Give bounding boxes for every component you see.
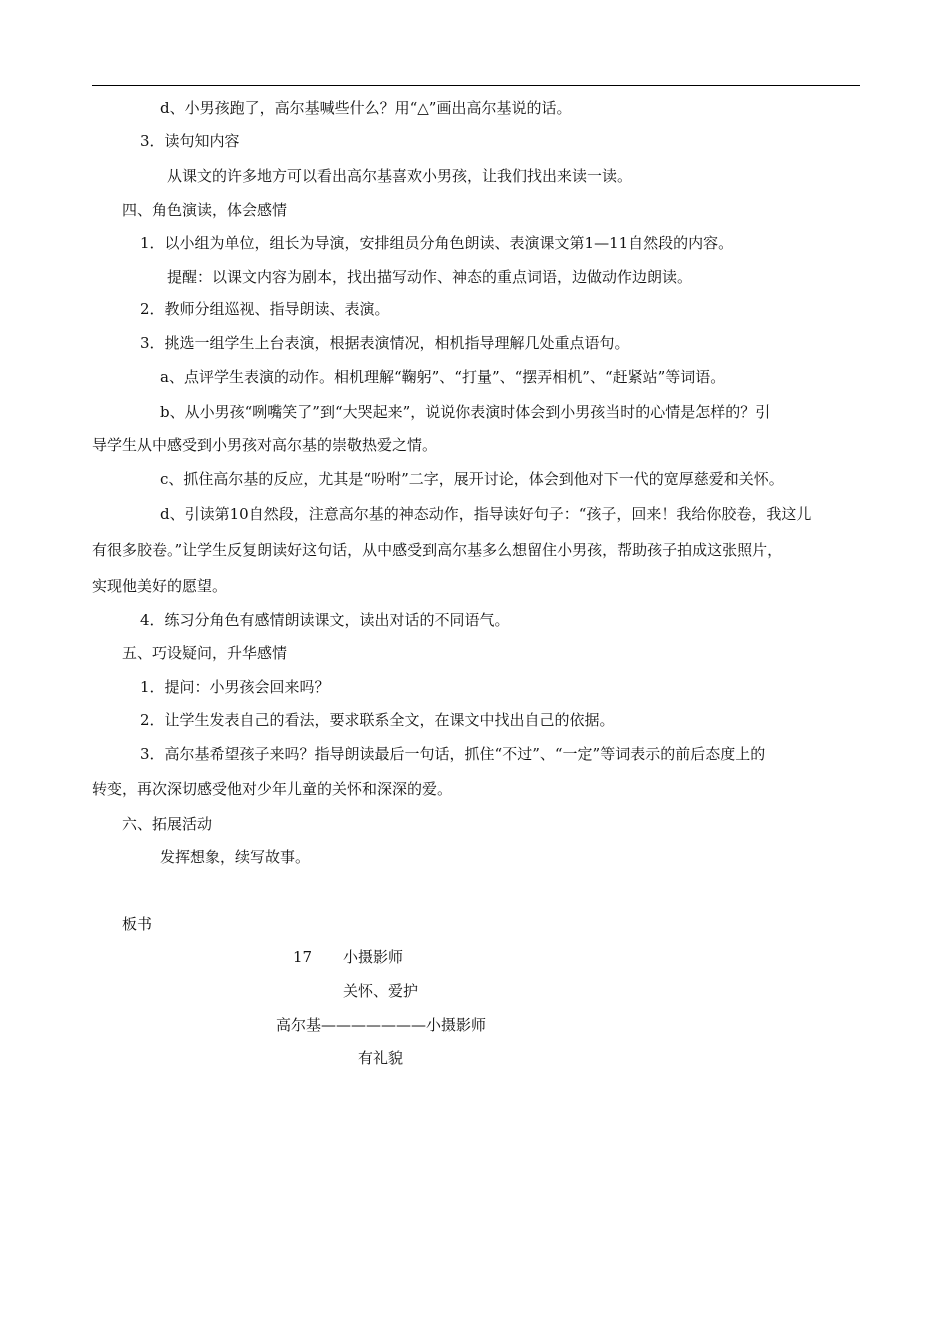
board-upper-label: 关怀、爱护 [343,982,419,1000]
text-line: 2．教师分组巡视、指导朗读、表演。 [140,300,390,318]
text-line: 1．以小组为单位，组长为导演，安排组员分角色朗读、表演课文第1—11自然段的内容。 [140,234,734,252]
lesson-number: 17 [293,948,313,966]
text-line: c、抓住高尔基的反应，尤其是“吩咐”二字，展开讨论，体会到他对下一代的宽厚慈爱和关怀。 [160,470,784,488]
text-line: 发挥想象，续写故事。 [160,848,311,866]
text-line: 3．挑选一组学生上台表演，根据表演情况，相机指导理解几处重点语句。 [140,334,630,352]
text-line: 实现他美好的愿望。 [92,577,228,595]
section-heading: 六、拓展活动 [122,815,213,833]
header-rule [92,85,860,86]
section-heading: 五、巧设疑问，升华感情 [122,644,288,662]
text-line: 3．高尔基希望孩子来吗？指导朗读最后一句话，抓住“不过”、“一定”等词表示的前后态度上的 [140,745,766,763]
text-line: d、引读第10自然段，注意高尔基的神态动作，指导读好句子：“孩子，回来！我给你胶卷，我这儿 [160,505,812,523]
text-line: 1．提问：小男孩会回来吗？ [140,678,330,696]
text-line: 有很多胶卷。”让学生反复朗读好这句话，从中感受到高尔基多么想留住小男孩，帮助孩子拍成这张照片， [92,541,783,559]
text-line: b、从小男孩“咧嘴笑了”到“大哭起来”，说说你表演时体会到小男孩当时的心情是怎样的？引 [160,403,771,421]
lesson-title: 小摄影师 [343,948,404,966]
text-line: 导学生从中感受到小男孩对高尔基的崇敬热爱之情。 [92,436,438,454]
board-lower-label: 有礼貌 [358,1049,404,1067]
section-heading: 四、角色演读，体会感情 [122,201,288,219]
text-line: 提醒：以课文内容为剧本，找出描写动作、神态的重点词语，边做动作边朗读。 [167,268,693,286]
text-line: 转变，再次深切感受他对少年儿童的关怀和深深的爱。 [92,780,453,798]
board-heading: 板书 [122,915,153,933]
text-line: 4．练习分角色有感情朗读课文，读出对话的不同语气。 [140,611,510,629]
text-line: 3．读句知内容 [140,132,240,150]
text-line: 2．让学生发表自己的看法，要求联系全文，在课文中找出自己的依据。 [140,711,615,729]
text-line: 从课文的许多地方可以看出高尔基喜欢小男孩，让我们找出来读一读。 [167,167,633,185]
text-line: d、小男孩跑了，高尔基喊些什么？用“△”画出高尔基说的话。 [160,99,572,117]
board-relation: 高尔基———————小摄影师 [276,1016,487,1034]
text-line: a、点评学生表演的动作。相机理解“鞠躬”、“打量”、“摆弄相机”、“赶紧站”等词语。 [160,368,726,386]
